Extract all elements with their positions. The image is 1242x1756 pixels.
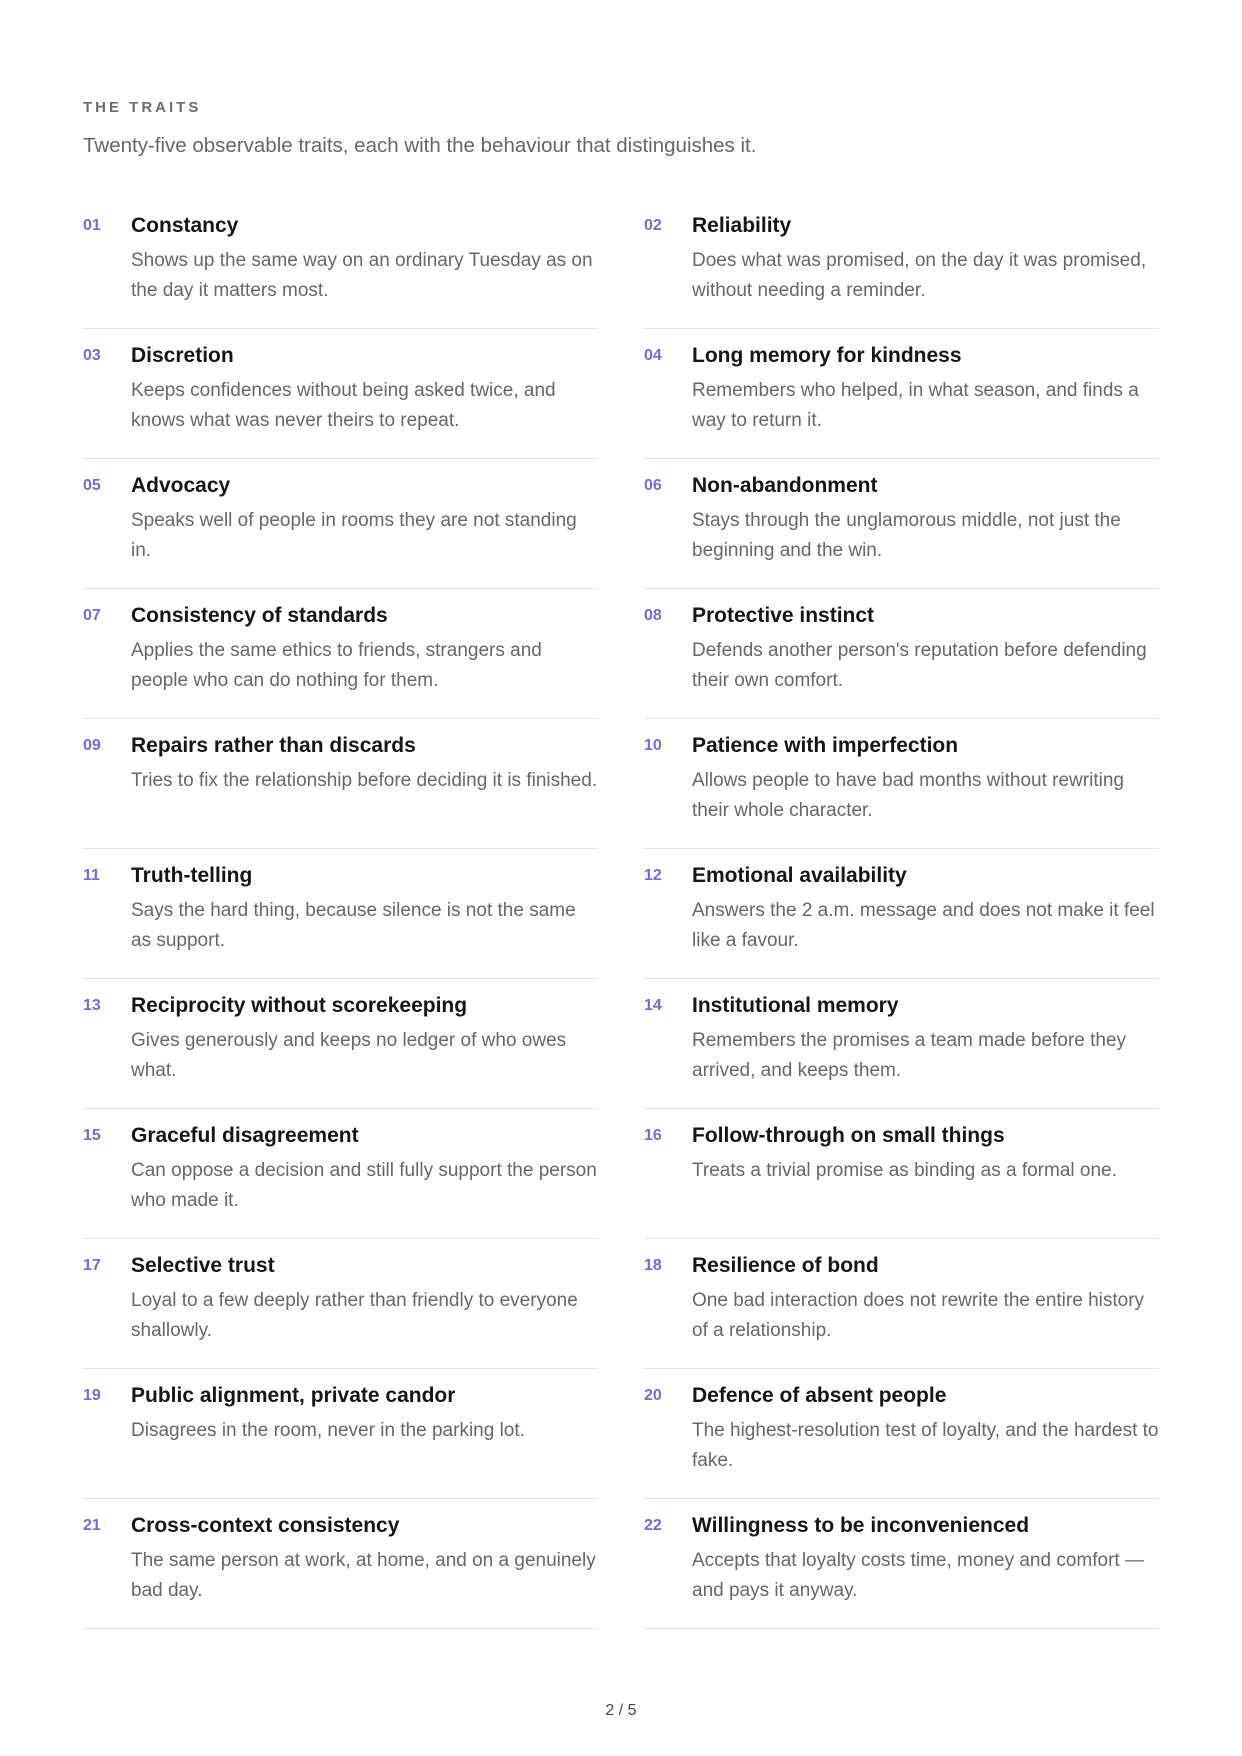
trait-number: 13 [83, 997, 101, 1014]
trait-number: 09 [83, 737, 101, 754]
trait-description: Remembers the promises a team made before they arrived, and keeps them. [692, 1030, 1127, 1081]
trait-description: Accepts that loyalty costs time, money and comfort — and pays it anyway. [692, 1550, 1144, 1601]
trait-number: 03 [83, 347, 101, 364]
trait-item [644, 1369, 1159, 1499]
trait-item [83, 589, 598, 719]
trait-number: 06 [644, 477, 662, 494]
trait-item [644, 459, 1159, 589]
trait-number: 17 [83, 1257, 101, 1274]
trait-title: Follow-through on small things [692, 1124, 1005, 1147]
trait-number: 12 [644, 867, 662, 884]
trait-item [83, 1239, 598, 1369]
trait-title: Advocacy [131, 474, 231, 497]
trait-description: Loyal to a few deeply rather than friendly to everyone shallowly. [131, 1290, 578, 1341]
trait-title: Defence of absent people [692, 1384, 947, 1407]
trait-number: 05 [83, 477, 101, 494]
trait-description: Shows up the same way on an ordinary Tuesday as on the day it matters most. [131, 250, 593, 301]
trait-item [83, 849, 598, 979]
trait-title: Long memory for kindness [692, 344, 962, 367]
trait-number: 22 [644, 1517, 662, 1534]
trait-title: Patience with imperfection [692, 734, 959, 757]
trait-number: 11 [83, 867, 100, 884]
trait-item [83, 1109, 598, 1239]
trait-item [644, 329, 1159, 459]
trait-number: 20 [644, 1387, 662, 1404]
trait-description: Disagrees in the room, never in the parking lot. [131, 1420, 525, 1441]
trait-item [83, 199, 598, 329]
trait-title: Reliability [692, 214, 792, 237]
trait-description: Defends another person's reputation before defending their own comfort. [692, 640, 1147, 691]
trait-number: 04 [644, 347, 662, 364]
trait-description: Treats a trivial promise as binding as a formal one. [692, 1160, 1117, 1181]
trait-item [644, 589, 1159, 719]
trait-number: 10 [644, 737, 662, 754]
trait-title: Discretion [131, 344, 234, 367]
trait-item [83, 1499, 598, 1629]
trait-title: Truth-telling [131, 864, 253, 887]
trait-number: 16 [644, 1127, 662, 1144]
trait-description: Gives generously and keeps no ledger of who owes what. [131, 1030, 567, 1081]
trait-description: Speaks well of people in rooms they are not standing in. [131, 510, 577, 561]
trait-description: Remembers who helped, in what season, and finds a way to return it. [692, 380, 1139, 431]
trait-description: Answers the 2 a.m. message and does not make it feel like a favour. [692, 900, 1155, 951]
trait-description: Stays through the unglamorous middle, not just the beginning and the win. [692, 510, 1121, 561]
page [83, 0, 1159, 1756]
trait-number: 01 [83, 217, 101, 234]
trait-description: Applies the same ethics to friends, strangers and people who can do nothing for them. [131, 640, 542, 691]
trait-number: 08 [644, 607, 662, 624]
section-eyebrow: THE TRAITS [83, 99, 202, 116]
trait-item [644, 979, 1159, 1109]
trait-title: Public alignment, private candor [131, 1384, 456, 1407]
trait-title: Non-abandonment [692, 474, 878, 497]
trait-number: 14 [644, 997, 662, 1014]
trait-title: Reciprocity without scorekeeping [131, 994, 468, 1017]
trait-title: Institutional memory [692, 994, 899, 1017]
trait-title: Constancy [131, 214, 239, 237]
trait-description: Keeps confidences without being asked twice, and knows what was never theirs to repeat. [131, 380, 556, 431]
trait-title: Protective instinct [692, 604, 875, 627]
trait-item [644, 1499, 1159, 1629]
traits-grid [83, 199, 1159, 1629]
trait-item [83, 329, 598, 459]
trait-title: Graceful disagreement [131, 1124, 359, 1147]
page-number: 2 / 5 [605, 1702, 637, 1719]
trait-description: Tries to fix the relationship before deciding it is finished. [131, 770, 598, 791]
trait-item [83, 459, 598, 589]
trait-title: Consistency of standards [131, 604, 388, 627]
trait-number: 18 [644, 1257, 662, 1274]
trait-item [644, 719, 1159, 849]
trait-description: One bad interaction does not rewrite the entire history of a relationship. [692, 1290, 1145, 1341]
trait-item [644, 1109, 1159, 1239]
trait-item [644, 199, 1159, 329]
trait-item [644, 849, 1159, 979]
trait-item [644, 1239, 1159, 1369]
trait-title: Cross-context consistency [131, 1514, 400, 1537]
trait-description: Says the hard thing, because silence is not the same as support. [131, 900, 576, 951]
trait-description: Allows people to have bad months without rewriting their whole character. [692, 770, 1124, 821]
section-intro: Twenty-five observable traits, each with the behaviour that distinguishes it. [83, 134, 757, 157]
trait-description: Can oppose a decision and still fully support the person who made it. [131, 1160, 597, 1211]
trait-description: Does what was promised, on the day it was promised, without needing a reminder. [692, 250, 1147, 301]
trait-description: The highest-resolution test of loyalty, and the hardest to fake. [692, 1420, 1159, 1471]
trait-title: Emotional availability [692, 864, 907, 887]
trait-number: 02 [644, 217, 662, 234]
trait-item [83, 1369, 598, 1499]
trait-number: 19 [83, 1387, 101, 1404]
trait-item [83, 979, 598, 1109]
trait-title: Selective trust [131, 1254, 275, 1277]
trait-title: Repairs rather than discards [131, 734, 416, 757]
trait-number: 21 [83, 1517, 101, 1534]
trait-description: The same person at work, at home, and on a genuinely bad day. [131, 1550, 596, 1601]
trait-title: Resilience of bond [692, 1254, 879, 1277]
trait-item [83, 719, 598, 849]
trait-number: 15 [83, 1127, 101, 1144]
trait-number: 07 [83, 607, 101, 624]
trait-title: Willingness to be inconvenienced [692, 1514, 1030, 1537]
